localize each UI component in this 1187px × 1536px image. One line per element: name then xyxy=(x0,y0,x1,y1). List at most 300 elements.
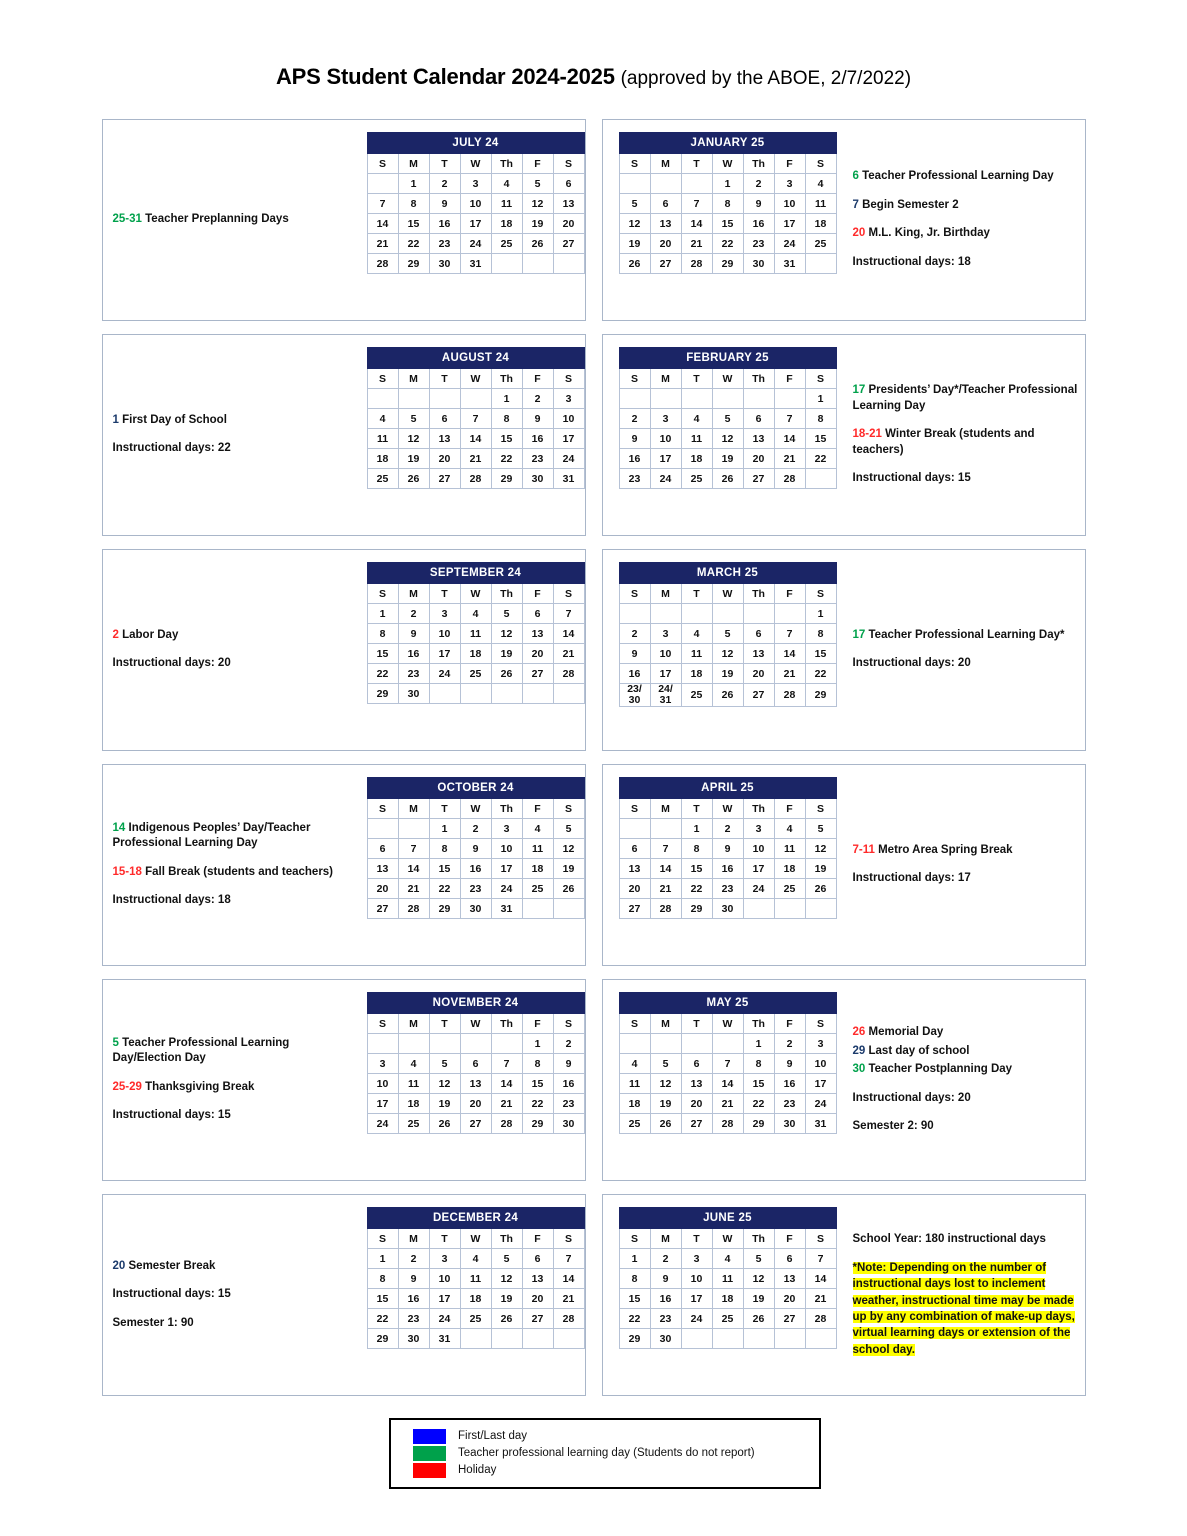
day-cell[interactable]: 10 xyxy=(491,839,522,859)
day-cell[interactable]: 20 xyxy=(681,1094,712,1114)
day-cell[interactable]: 5 xyxy=(429,1054,460,1074)
day-cell[interactable]: 23 xyxy=(774,1094,805,1114)
day-cell[interactable]: 24 xyxy=(460,234,491,254)
day-cell[interactable]: 6 xyxy=(774,1249,805,1269)
day-cell[interactable]: 16 xyxy=(774,1074,805,1094)
day-cell[interactable]: 23 xyxy=(619,469,650,489)
day-cell[interactable]: 24 xyxy=(553,449,584,469)
day-cell[interactable]: 17 xyxy=(805,1074,836,1094)
day-cell[interactable]: 20 xyxy=(522,1289,553,1309)
day-cell[interactable]: 16 xyxy=(398,644,429,664)
day-cell[interactable]: 20 xyxy=(619,879,650,899)
day-cell[interactable]: 21 xyxy=(460,449,491,469)
day-cell[interactable]: 4 xyxy=(522,819,553,839)
day-cell[interactable]: 19 xyxy=(398,449,429,469)
day-cell[interactable]: 21 xyxy=(650,879,681,899)
day-cell[interactable]: 19 xyxy=(553,859,584,879)
day-cell[interactable]: 12 xyxy=(491,1269,522,1289)
day-cell[interactable]: 2 xyxy=(429,174,460,194)
day-cell[interactable]: 21 xyxy=(681,234,712,254)
day-cell[interactable]: 31 xyxy=(553,469,584,489)
day-cell[interactable]: 3 xyxy=(650,624,681,644)
day-cell[interactable]: 19 xyxy=(805,859,836,879)
day-cell[interactable]: 8 xyxy=(619,1269,650,1289)
day-cell[interactable]: 5 xyxy=(743,1249,774,1269)
day-cell[interactable]: 6 xyxy=(367,839,398,859)
day-cell[interactable]: 18 xyxy=(367,449,398,469)
day-cell[interactable]: 30 xyxy=(553,1114,584,1134)
day-cell[interactable]: 3 xyxy=(429,1249,460,1269)
day-cell[interactable]: 30 xyxy=(774,1114,805,1134)
day-cell[interactable]: 20 xyxy=(553,214,584,234)
day-cell[interactable]: 1 xyxy=(805,604,836,624)
day-cell[interactable]: 2 xyxy=(619,624,650,644)
day-cell[interactable]: 8 xyxy=(805,409,836,429)
day-cell[interactable]: 17 xyxy=(460,214,491,234)
day-cell[interactable]: 13 xyxy=(522,1269,553,1289)
day-cell[interactable]: 24 xyxy=(367,1114,398,1134)
day-cell[interactable]: 14 xyxy=(553,1269,584,1289)
day-cell[interactable]: 6 xyxy=(743,624,774,644)
day-cell[interactable]: 27 xyxy=(522,664,553,684)
day-cell[interactable]: 26 xyxy=(491,1309,522,1329)
day-cell[interactable]: 31 xyxy=(460,254,491,274)
day-cell[interactable]: 10 xyxy=(774,194,805,214)
day-cell[interactable]: 28 xyxy=(398,899,429,919)
day-cell[interactable]: 15 xyxy=(367,644,398,664)
day-cell[interactable]: 7 xyxy=(805,1249,836,1269)
day-cell[interactable]: 8 xyxy=(491,409,522,429)
day-cell[interactable]: 28 xyxy=(681,254,712,274)
day-cell[interactable]: 26 xyxy=(805,879,836,899)
day-cell[interactable]: 15 xyxy=(367,1289,398,1309)
day-cell[interactable]: 15 xyxy=(805,429,836,449)
day-cell[interactable]: 13 xyxy=(367,859,398,879)
day-cell[interactable]: 23 xyxy=(650,1309,681,1329)
day-cell[interactable]: 24 xyxy=(429,664,460,684)
day-cell[interactable]: 10 xyxy=(429,1269,460,1289)
day-cell[interactable]: 15 xyxy=(712,214,743,234)
day-cell[interactable]: 1 xyxy=(522,1034,553,1054)
day-cell[interactable]: 10 xyxy=(743,839,774,859)
day-cell[interactable]: 10 xyxy=(367,1074,398,1094)
day-cell[interactable]: 21 xyxy=(367,234,398,254)
day-cell[interactable]: 12 xyxy=(743,1269,774,1289)
day-cell[interactable]: 17 xyxy=(774,214,805,234)
day-cell[interactable]: 1 xyxy=(712,174,743,194)
day-cell[interactable]: 5 xyxy=(398,409,429,429)
day-cell[interactable]: 12 xyxy=(650,1074,681,1094)
day-cell[interactable]: 27 xyxy=(650,254,681,274)
day-cell[interactable]: 24 xyxy=(491,879,522,899)
day-cell[interactable]: 27 xyxy=(743,684,774,706)
day-cell[interactable]: 28 xyxy=(774,684,805,706)
day-cell[interactable]: 29 xyxy=(429,899,460,919)
day-cell[interactable]: 11 xyxy=(491,194,522,214)
day-cell[interactable]: 4 xyxy=(774,819,805,839)
day-cell[interactable]: 17 xyxy=(650,664,681,684)
day-cell[interactable]: 18 xyxy=(460,1289,491,1309)
day-cell[interactable]: 17 xyxy=(681,1289,712,1309)
day-cell[interactable]: 1 xyxy=(681,819,712,839)
day-cell[interactable]: 26 xyxy=(743,1309,774,1329)
day-cell[interactable]: 30 xyxy=(398,1329,429,1349)
day-cell[interactable]: 18 xyxy=(522,859,553,879)
day-cell[interactable]: 6 xyxy=(681,1054,712,1074)
day-cell[interactable]: 12 xyxy=(619,214,650,234)
day-cell[interactable]: 4 xyxy=(712,1249,743,1269)
day-cell[interactable]: 27 xyxy=(460,1114,491,1134)
day-cell[interactable]: 3 xyxy=(367,1054,398,1074)
day-cell[interactable]: 7 xyxy=(553,604,584,624)
day-cell[interactable]: 23 xyxy=(398,664,429,684)
day-cell[interactable]: 3 xyxy=(774,174,805,194)
day-cell[interactable]: 20 xyxy=(650,234,681,254)
day-cell[interactable]: 11 xyxy=(619,1074,650,1094)
day-cell[interactable]: 28 xyxy=(491,1114,522,1134)
day-cell[interactable]: 26 xyxy=(429,1114,460,1134)
day-cell[interactable]: 30 xyxy=(712,899,743,919)
day-cell[interactable]: 12 xyxy=(491,624,522,644)
day-cell[interactable]: 7 xyxy=(712,1054,743,1074)
day-cell[interactable]: 19 xyxy=(619,234,650,254)
day-cell[interactable]: 2 xyxy=(712,819,743,839)
day-cell[interactable]: 25 xyxy=(491,234,522,254)
day-cell[interactable]: 16 xyxy=(398,1289,429,1309)
day-cell[interactable]: 26 xyxy=(650,1114,681,1134)
day-cell[interactable]: 14 xyxy=(460,429,491,449)
day-cell[interactable]: 20 xyxy=(522,644,553,664)
day-cell[interactable]: 27 xyxy=(553,234,584,254)
day-cell[interactable]: 19 xyxy=(491,644,522,664)
day-cell[interactable]: 19 xyxy=(522,214,553,234)
day-cell[interactable]: 2 xyxy=(774,1034,805,1054)
day-cell[interactable]: 13 xyxy=(743,644,774,664)
day-cell[interactable]: 22 xyxy=(367,1309,398,1329)
day-cell[interactable]: 31 xyxy=(805,1114,836,1134)
day-cell[interactable]: 11 xyxy=(712,1269,743,1289)
day-cell[interactable]: 22 xyxy=(681,879,712,899)
day-cell[interactable]: 6 xyxy=(522,604,553,624)
day-cell[interactable]: 18 xyxy=(774,859,805,879)
day-cell[interactable]: 19 xyxy=(712,664,743,684)
day-cell[interactable]: 16 xyxy=(712,859,743,879)
day-cell[interactable]: 7 xyxy=(460,409,491,429)
day-cell[interactable]: 30 xyxy=(460,899,491,919)
day-cell[interactable]: 10 xyxy=(805,1054,836,1074)
day-cell[interactable]: 22 xyxy=(367,664,398,684)
day-cell[interactable]: 6 xyxy=(650,194,681,214)
day-cell[interactable]: 10 xyxy=(460,194,491,214)
day-cell[interactable]: 18 xyxy=(681,664,712,684)
day-cell[interactable]: 13 xyxy=(650,214,681,234)
day-cell[interactable]: 17 xyxy=(429,1289,460,1309)
day-cell[interactable]: 5 xyxy=(805,819,836,839)
day-cell[interactable]: 2 xyxy=(522,389,553,409)
day-cell[interactable]: 4 xyxy=(681,624,712,644)
day-cell[interactable]: 1 xyxy=(619,1249,650,1269)
day-cell[interactable]: 24 xyxy=(650,469,681,489)
day-cell[interactable]: 31 xyxy=(491,899,522,919)
day-cell[interactable]: 14 xyxy=(491,1074,522,1094)
day-cell[interactable]: 27 xyxy=(619,899,650,919)
day-cell[interactable]: 22 xyxy=(743,1094,774,1114)
day-cell[interactable]: 20 xyxy=(743,449,774,469)
day-cell[interactable]: 11 xyxy=(681,429,712,449)
day-cell[interactable]: 24 xyxy=(429,1309,460,1329)
day-cell[interactable]: 29 xyxy=(491,469,522,489)
day-cell[interactable]: 4 xyxy=(460,604,491,624)
day-cell[interactable]: 9 xyxy=(650,1269,681,1289)
day-cell[interactable]: 8 xyxy=(805,624,836,644)
day-cell[interactable]: 13 xyxy=(522,624,553,644)
day-cell[interactable]: 19 xyxy=(429,1094,460,1114)
day-cell[interactable]: 29 xyxy=(805,684,836,706)
day-cell[interactable]: 2 xyxy=(398,604,429,624)
day-cell[interactable]: 26 xyxy=(619,254,650,274)
day-cell[interactable]: 14 xyxy=(805,1269,836,1289)
day-cell[interactable]: 8 xyxy=(522,1054,553,1074)
day-cell[interactable]: 25 xyxy=(619,1114,650,1134)
day-cell[interactable]: 1 xyxy=(743,1034,774,1054)
day-cell[interactable]: 13 xyxy=(619,859,650,879)
day-cell[interactable]: 7 xyxy=(681,194,712,214)
day-cell[interactable]: 21 xyxy=(491,1094,522,1114)
day-cell[interactable]: 14 xyxy=(553,624,584,644)
day-cell[interactable]: 5 xyxy=(553,819,584,839)
day-cell[interactable]: 20 xyxy=(743,664,774,684)
day-cell[interactable]: 8 xyxy=(429,839,460,859)
day-cell[interactable]: 13 xyxy=(681,1074,712,1094)
day-cell[interactable]: 9 xyxy=(712,839,743,859)
day-cell[interactable]: 4 xyxy=(805,174,836,194)
day-cell[interactable]: 13 xyxy=(460,1074,491,1094)
day-cell[interactable]: 16 xyxy=(429,214,460,234)
day-cell[interactable]: 11 xyxy=(774,839,805,859)
day-cell[interactable]: 22 xyxy=(429,879,460,899)
day-cell[interactable]: 19 xyxy=(491,1289,522,1309)
day-cell[interactable]: 31 xyxy=(429,1329,460,1349)
day-cell[interactable]: 16 xyxy=(460,859,491,879)
day-cell[interactable]: 31 xyxy=(774,254,805,274)
day-cell[interactable]: 21 xyxy=(805,1289,836,1309)
day-cell[interactable]: 10 xyxy=(681,1269,712,1289)
day-cell[interactable]: 12 xyxy=(522,194,553,214)
day-cell[interactable]: 12 xyxy=(553,839,584,859)
day-cell[interactable]: 21 xyxy=(774,449,805,469)
day-cell[interactable]: 24 xyxy=(743,879,774,899)
day-cell[interactable]: 18 xyxy=(805,214,836,234)
day-cell[interactable]: 29 xyxy=(712,254,743,274)
day-cell[interactable]: 2 xyxy=(743,174,774,194)
day-cell[interactable]: 15 xyxy=(491,429,522,449)
day-cell[interactable]: 15 xyxy=(522,1074,553,1094)
day-cell[interactable]: 23 xyxy=(743,234,774,254)
day-cell[interactable]: 18 xyxy=(619,1094,650,1114)
day-cell[interactable]: 9 xyxy=(522,409,553,429)
day-cell[interactable]: 11 xyxy=(805,194,836,214)
day-cell[interactable]: 7 xyxy=(367,194,398,214)
day-cell[interactable]: 7 xyxy=(774,409,805,429)
day-cell[interactable]: 16 xyxy=(553,1074,584,1094)
day-cell[interactable]: 17 xyxy=(367,1094,398,1114)
day-cell[interactable]: 17 xyxy=(743,859,774,879)
day-cell[interactable]: 8 xyxy=(712,194,743,214)
day-cell[interactable]: 21 xyxy=(398,879,429,899)
day-cell[interactable]: 5 xyxy=(712,624,743,644)
day-cell[interactable]: 6 xyxy=(460,1054,491,1074)
day-cell[interactable]: 3 xyxy=(553,389,584,409)
day-cell[interactable]: 4 xyxy=(367,409,398,429)
day-cell[interactable]: 5 xyxy=(491,604,522,624)
day-cell[interactable]: 23 xyxy=(712,879,743,899)
day-cell[interactable]: 9 xyxy=(398,1269,429,1289)
day-cell[interactable]: 25 xyxy=(398,1114,429,1134)
day-cell[interactable]: 29 xyxy=(367,1329,398,1349)
day-cell[interactable]: 23 xyxy=(460,879,491,899)
day-cell[interactable]: 25 xyxy=(367,469,398,489)
day-cell[interactable]: 15 xyxy=(619,1289,650,1309)
day-cell[interactable]: 25 xyxy=(712,1309,743,1329)
day-cell[interactable]: 9 xyxy=(553,1054,584,1074)
day-cell[interactable]: 24 xyxy=(805,1094,836,1114)
day-cell[interactable]: 7 xyxy=(774,624,805,644)
day-cell[interactable]: 21 xyxy=(774,664,805,684)
day-cell[interactable]: 24 xyxy=(681,1309,712,1329)
day-cell[interactable]: 15 xyxy=(429,859,460,879)
day-cell[interactable]: 2 xyxy=(619,409,650,429)
day-cell[interactable]: 16 xyxy=(522,429,553,449)
day-cell[interactable]: 9 xyxy=(619,429,650,449)
day-cell[interactable]: 14 xyxy=(774,429,805,449)
day-cell[interactable]: 28 xyxy=(553,1309,584,1329)
day-cell[interactable]: 5 xyxy=(712,409,743,429)
day-cell[interactable]: 23 xyxy=(522,449,553,469)
day-cell[interactable]: 22 xyxy=(805,664,836,684)
day-cell[interactable]: 5 xyxy=(619,194,650,214)
day-cell[interactable]: 20 xyxy=(367,879,398,899)
day-cell[interactable]: 6 xyxy=(429,409,460,429)
day-cell[interactable]: 3 xyxy=(460,174,491,194)
day-cell[interactable]: 12 xyxy=(398,429,429,449)
day-cell[interactable]: 30 xyxy=(398,684,429,704)
day-cell[interactable]: 28 xyxy=(805,1309,836,1329)
day-cell[interactable]: 7 xyxy=(491,1054,522,1074)
day-cell[interactable]: 19 xyxy=(712,449,743,469)
day-cell[interactable]: 16 xyxy=(650,1289,681,1309)
day-cell[interactable]: 14 xyxy=(774,644,805,664)
day-cell[interactable]: 12 xyxy=(712,429,743,449)
day-cell[interactable]: 11 xyxy=(460,624,491,644)
day-cell[interactable]: 14 xyxy=(681,214,712,234)
day-cell[interactable]: 27 xyxy=(774,1309,805,1329)
day-cell[interactable]: 23/ 30 xyxy=(619,684,650,706)
day-cell[interactable]: 1 xyxy=(367,604,398,624)
day-cell[interactable]: 18 xyxy=(491,214,522,234)
day-cell[interactable]: 11 xyxy=(367,429,398,449)
day-cell[interactable]: 4 xyxy=(619,1054,650,1074)
day-cell[interactable]: 23 xyxy=(429,234,460,254)
day-cell[interactable]: 4 xyxy=(398,1054,429,1074)
day-cell[interactable]: 9 xyxy=(619,644,650,664)
day-cell[interactable]: 26 xyxy=(398,469,429,489)
day-cell[interactable]: 23 xyxy=(553,1094,584,1114)
day-cell[interactable]: 2 xyxy=(553,1034,584,1054)
day-cell[interactable]: 16 xyxy=(743,214,774,234)
day-cell[interactable]: 11 xyxy=(398,1074,429,1094)
day-cell[interactable]: 14 xyxy=(367,214,398,234)
day-cell[interactable]: 25 xyxy=(460,664,491,684)
day-cell[interactable]: 14 xyxy=(712,1074,743,1094)
day-cell[interactable]: 21 xyxy=(553,1289,584,1309)
day-cell[interactable]: 10 xyxy=(429,624,460,644)
day-cell[interactable]: 20 xyxy=(774,1289,805,1309)
day-cell[interactable]: 15 xyxy=(743,1074,774,1094)
day-cell[interactable]: 3 xyxy=(743,819,774,839)
day-cell[interactable]: 4 xyxy=(460,1249,491,1269)
day-cell[interactable]: 17 xyxy=(429,644,460,664)
day-cell[interactable]: 8 xyxy=(681,839,712,859)
day-cell[interactable]: 22 xyxy=(805,449,836,469)
day-cell[interactable]: 1 xyxy=(367,1249,398,1269)
day-cell[interactable]: 25 xyxy=(774,879,805,899)
day-cell[interactable]: 4 xyxy=(491,174,522,194)
day-cell[interactable]: 26 xyxy=(522,234,553,254)
day-cell[interactable]: 13 xyxy=(774,1269,805,1289)
day-cell[interactable]: 6 xyxy=(522,1249,553,1269)
day-cell[interactable]: 25 xyxy=(681,469,712,489)
day-cell[interactable]: 11 xyxy=(522,839,553,859)
day-cell[interactable]: 27 xyxy=(367,899,398,919)
day-cell[interactable]: 9 xyxy=(774,1054,805,1074)
day-cell[interactable]: 24 xyxy=(774,234,805,254)
day-cell[interactable]: 7 xyxy=(398,839,429,859)
day-cell[interactable]: 16 xyxy=(619,449,650,469)
day-cell[interactable]: 12 xyxy=(429,1074,460,1094)
day-cell[interactable]: 3 xyxy=(650,409,681,429)
day-cell[interactable]: 11 xyxy=(681,644,712,664)
day-cell[interactable]: 22 xyxy=(398,234,429,254)
day-cell[interactable]: 19 xyxy=(743,1289,774,1309)
day-cell[interactable]: 12 xyxy=(805,839,836,859)
day-cell[interactable]: 30 xyxy=(522,469,553,489)
day-cell[interactable]: 17 xyxy=(650,449,681,469)
day-cell[interactable]: 16 xyxy=(619,664,650,684)
day-cell[interactable]: 20 xyxy=(429,449,460,469)
day-cell[interactable]: 29 xyxy=(367,684,398,704)
day-cell[interactable]: 11 xyxy=(460,1269,491,1289)
day-cell[interactable]: 20 xyxy=(460,1094,491,1114)
day-cell[interactable]: 22 xyxy=(712,234,743,254)
day-cell[interactable]: 3 xyxy=(805,1034,836,1054)
day-cell[interactable]: 5 xyxy=(650,1054,681,1074)
day-cell[interactable]: 8 xyxy=(367,624,398,644)
day-cell[interactable]: 1 xyxy=(398,174,429,194)
day-cell[interactable]: 18 xyxy=(460,644,491,664)
day-cell[interactable]: 2 xyxy=(650,1249,681,1269)
day-cell[interactable]: 1 xyxy=(805,389,836,409)
day-cell[interactable]: 25 xyxy=(681,684,712,706)
day-cell[interactable]: 27 xyxy=(429,469,460,489)
day-cell[interactable]: 14 xyxy=(398,859,429,879)
day-cell[interactable]: 29 xyxy=(398,254,429,274)
day-cell[interactable]: 21 xyxy=(712,1094,743,1114)
day-cell[interactable]: 9 xyxy=(743,194,774,214)
day-cell[interactable]: 29 xyxy=(743,1114,774,1134)
day-cell[interactable]: 4 xyxy=(681,409,712,429)
day-cell[interactable]: 15 xyxy=(398,214,429,234)
day-cell[interactable]: 29 xyxy=(522,1114,553,1134)
